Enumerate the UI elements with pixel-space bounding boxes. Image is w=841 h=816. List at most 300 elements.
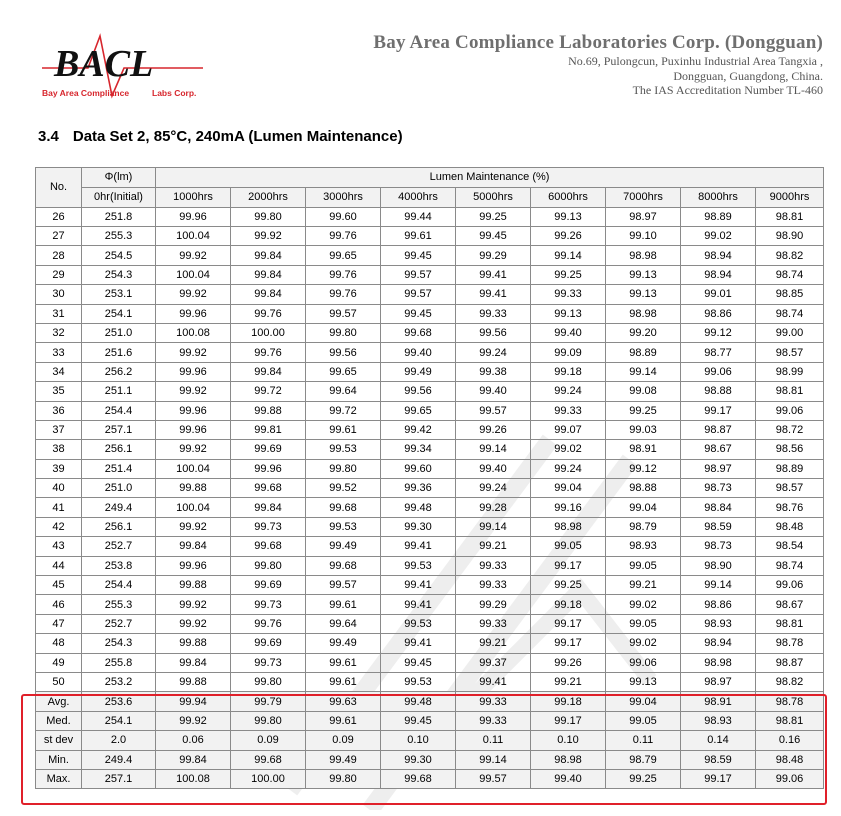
header-row-2 bbox=[36, 187, 824, 207]
summary-cell: 99.63 bbox=[306, 692, 381, 711]
maintenance-cell: 100.04 bbox=[156, 226, 231, 245]
summary-cell: 254.1 bbox=[82, 711, 156, 730]
maintenance-cell: 99.88 bbox=[231, 401, 306, 420]
maintenance-cell: 99.33 bbox=[456, 576, 531, 595]
maintenance-cell: 99.25 bbox=[531, 265, 606, 284]
maintenance-cell: 98.97 bbox=[681, 459, 756, 478]
maintenance-cell: 99.07 bbox=[531, 420, 606, 439]
maintenance-cell: 98.67 bbox=[756, 595, 824, 614]
maintenance-cell: 98.74 bbox=[756, 304, 824, 323]
summary-cell: 98.98 bbox=[531, 750, 606, 769]
maintenance-cell: 99.24 bbox=[456, 343, 531, 362]
summary-cell: 0.11 bbox=[456, 731, 531, 750]
table-row bbox=[36, 343, 824, 362]
initial-flux-cell: 254.5 bbox=[82, 246, 156, 265]
initial-flux-cell: 256.2 bbox=[82, 362, 156, 381]
maintenance-cell: 99.73 bbox=[231, 517, 306, 536]
maintenance-cell: 99.84 bbox=[231, 246, 306, 265]
row-number: 40 bbox=[36, 479, 82, 498]
maintenance-cell: 99.52 bbox=[306, 479, 381, 498]
row-number: 29 bbox=[36, 265, 82, 284]
maintenance-cell: 99.49 bbox=[306, 537, 381, 556]
maintenance-cell: 99.96 bbox=[156, 207, 231, 226]
maintenance-cell: 98.97 bbox=[606, 207, 681, 226]
maintenance-cell: 99.21 bbox=[456, 537, 531, 556]
header-row-1 bbox=[36, 168, 824, 188]
table-row bbox=[36, 285, 824, 304]
summary-cell: 99.18 bbox=[531, 692, 606, 711]
maintenance-cell: 99.61 bbox=[306, 595, 381, 614]
summary-row bbox=[36, 692, 824, 711]
maintenance-cell: 99.13 bbox=[606, 672, 681, 691]
table-row bbox=[36, 672, 824, 691]
initial-flux-cell: 251.8 bbox=[82, 207, 156, 226]
maintenance-cell: 100.08 bbox=[156, 323, 231, 342]
col-header-no: No. bbox=[36, 168, 82, 208]
maintenance-cell: 99.45 bbox=[381, 304, 456, 323]
maintenance-cell: 98.79 bbox=[606, 517, 681, 536]
maintenance-cell: 99.42 bbox=[381, 420, 456, 439]
maintenance-cell: 99.13 bbox=[606, 265, 681, 284]
summary-cell: 99.17 bbox=[531, 711, 606, 730]
table-row bbox=[36, 401, 824, 420]
table-row bbox=[36, 420, 824, 439]
maintenance-cell: 99.37 bbox=[456, 653, 531, 672]
maintenance-cell: 99.64 bbox=[306, 614, 381, 633]
row-number: 26 bbox=[36, 207, 82, 226]
maintenance-cell: 99.34 bbox=[381, 440, 456, 459]
maintenance-cell: 99.61 bbox=[306, 420, 381, 439]
maintenance-cell: 99.02 bbox=[606, 595, 681, 614]
maintenance-cell: 99.92 bbox=[156, 382, 231, 401]
maintenance-cell: 99.53 bbox=[306, 440, 381, 459]
summary-cell: 99.80 bbox=[231, 711, 306, 730]
maintenance-cell: 99.04 bbox=[606, 498, 681, 517]
maintenance-cell: 98.74 bbox=[756, 265, 824, 284]
maintenance-cell: 99.04 bbox=[531, 479, 606, 498]
maintenance-cell: 98.85 bbox=[756, 285, 824, 304]
row-number: 33 bbox=[36, 343, 82, 362]
summary-cell: 99.80 bbox=[306, 769, 381, 788]
summary-row bbox=[36, 731, 824, 750]
summary-cell: 98.91 bbox=[681, 692, 756, 711]
col-header-9000hrs: 9000hrs bbox=[756, 187, 824, 207]
logo-subtext-left: Bay Area Compliance bbox=[42, 88, 130, 98]
maintenance-cell: 99.76 bbox=[306, 226, 381, 245]
maintenance-cell: 98.73 bbox=[681, 537, 756, 556]
col-header-2000hrs: 2000hrs bbox=[231, 187, 306, 207]
summary-cell: 99.06 bbox=[756, 769, 824, 788]
maintenance-cell: 99.14 bbox=[606, 362, 681, 381]
maintenance-cell: 99.57 bbox=[381, 265, 456, 284]
maintenance-cell: 98.84 bbox=[681, 498, 756, 517]
initial-flux-cell: 249.4 bbox=[82, 498, 156, 517]
maintenance-cell: 99.92 bbox=[156, 595, 231, 614]
maintenance-cell: 98.94 bbox=[681, 265, 756, 284]
section-number: 3.4 bbox=[38, 128, 59, 145]
summary-cell: 99.79 bbox=[231, 692, 306, 711]
maintenance-cell: 99.33 bbox=[531, 285, 606, 304]
maintenance-cell: 99.92 bbox=[156, 285, 231, 304]
summary-cell: 99.49 bbox=[306, 750, 381, 769]
row-number: 36 bbox=[36, 401, 82, 420]
maintenance-cell: 98.82 bbox=[756, 246, 824, 265]
maintenance-cell: 99.30 bbox=[381, 517, 456, 536]
maintenance-cell: 99.48 bbox=[381, 498, 456, 517]
summary-cell: 99.68 bbox=[381, 769, 456, 788]
row-number: 30 bbox=[36, 285, 82, 304]
maintenance-cell: 99.21 bbox=[456, 634, 531, 653]
maintenance-cell: 98.82 bbox=[756, 672, 824, 691]
row-number: 47 bbox=[36, 614, 82, 633]
company-name: Bay Area Compliance Laboratories Corp. (Dongguan) bbox=[373, 32, 823, 53]
maintenance-cell: 99.40 bbox=[456, 382, 531, 401]
maintenance-cell: 99.69 bbox=[231, 576, 306, 595]
maintenance-cell: 99.36 bbox=[381, 479, 456, 498]
maintenance-cell: 99.41 bbox=[381, 595, 456, 614]
maintenance-cell: 98.48 bbox=[756, 517, 824, 536]
maintenance-cell: 99.68 bbox=[231, 479, 306, 498]
maintenance-cell: 98.73 bbox=[681, 479, 756, 498]
maintenance-cell: 98.90 bbox=[681, 556, 756, 575]
maintenance-cell: 99.17 bbox=[531, 634, 606, 653]
table-row bbox=[36, 614, 824, 633]
maintenance-cell: 99.12 bbox=[681, 323, 756, 342]
initial-flux-cell: 255.3 bbox=[82, 226, 156, 245]
maintenance-cell: 98.97 bbox=[681, 672, 756, 691]
maintenance-cell: 99.06 bbox=[681, 362, 756, 381]
maintenance-cell: 99.06 bbox=[756, 401, 824, 420]
maintenance-cell: 98.99 bbox=[756, 362, 824, 381]
maintenance-cell: 98.76 bbox=[756, 498, 824, 517]
maintenance-cell: 98.56 bbox=[756, 440, 824, 459]
maintenance-cell: 98.87 bbox=[681, 420, 756, 439]
table-row bbox=[36, 226, 824, 245]
col-header-8000hrs: 8000hrs bbox=[681, 187, 756, 207]
maintenance-cell: 99.45 bbox=[381, 246, 456, 265]
maintenance-cell: 99.03 bbox=[606, 420, 681, 439]
initial-flux-cell: 257.1 bbox=[82, 420, 156, 439]
maintenance-cell: 100.04 bbox=[156, 498, 231, 517]
maintenance-cell: 99.56 bbox=[306, 343, 381, 362]
summary-cell: 0.09 bbox=[231, 731, 306, 750]
maintenance-cell: 99.41 bbox=[381, 537, 456, 556]
summary-cell: 99.14 bbox=[456, 750, 531, 769]
initial-flux-cell: 255.8 bbox=[82, 653, 156, 672]
table-row bbox=[36, 207, 824, 226]
maintenance-cell: 99.06 bbox=[756, 576, 824, 595]
maintenance-cell: 99.10 bbox=[606, 226, 681, 245]
maintenance-cell: 99.05 bbox=[531, 537, 606, 556]
maintenance-cell: 99.53 bbox=[306, 517, 381, 536]
initial-flux-cell: 251.0 bbox=[82, 323, 156, 342]
table-row bbox=[36, 362, 824, 381]
maintenance-cell: 99.53 bbox=[381, 556, 456, 575]
maintenance-cell: 98.78 bbox=[756, 634, 824, 653]
maintenance-cell: 99.96 bbox=[156, 304, 231, 323]
maintenance-cell: 99.12 bbox=[606, 459, 681, 478]
initial-flux-cell: 253.8 bbox=[82, 556, 156, 575]
bacl-logo bbox=[40, 30, 205, 102]
maintenance-cell: 98.89 bbox=[756, 459, 824, 478]
maintenance-cell: 98.94 bbox=[681, 246, 756, 265]
summary-label: Avg. bbox=[36, 692, 82, 711]
maintenance-cell: 99.68 bbox=[306, 556, 381, 575]
row-number: 50 bbox=[36, 672, 82, 691]
maintenance-cell: 99.60 bbox=[306, 207, 381, 226]
initial-flux-cell: 254.4 bbox=[82, 401, 156, 420]
maintenance-cell: 98.81 bbox=[756, 382, 824, 401]
maintenance-cell: 99.65 bbox=[306, 246, 381, 265]
maintenance-cell: 99.41 bbox=[381, 634, 456, 653]
maintenance-cell: 99.88 bbox=[156, 479, 231, 498]
summary-cell: 0.06 bbox=[156, 731, 231, 750]
maintenance-cell: 99.26 bbox=[531, 226, 606, 245]
table-row bbox=[36, 595, 824, 614]
maintenance-cell: 99.65 bbox=[381, 401, 456, 420]
summary-cell: 0.10 bbox=[381, 731, 456, 750]
maintenance-cell: 99.88 bbox=[156, 672, 231, 691]
maintenance-cell: 99.25 bbox=[531, 576, 606, 595]
maintenance-cell: 99.69 bbox=[231, 440, 306, 459]
initial-flux-cell: 256.1 bbox=[82, 517, 156, 536]
maintenance-cell: 98.94 bbox=[681, 634, 756, 653]
col-header-phi: Φ(lm) bbox=[82, 168, 156, 188]
initial-flux-cell: 253.2 bbox=[82, 672, 156, 691]
initial-flux-cell: 252.7 bbox=[82, 537, 156, 556]
maintenance-cell: 99.02 bbox=[606, 634, 681, 653]
summary-label: Med. bbox=[36, 711, 82, 730]
table-row bbox=[36, 576, 824, 595]
maintenance-cell: 99.92 bbox=[156, 614, 231, 633]
maintenance-cell: 99.33 bbox=[456, 614, 531, 633]
maintenance-cell: 99.05 bbox=[606, 556, 681, 575]
table-row bbox=[36, 498, 824, 517]
section-title bbox=[38, 128, 403, 145]
maintenance-cell: 99.65 bbox=[306, 362, 381, 381]
maintenance-cell: 99.29 bbox=[456, 595, 531, 614]
maintenance-cell: 100.00 bbox=[231, 323, 306, 342]
maintenance-cell: 98.87 bbox=[756, 653, 824, 672]
summary-cell: 99.92 bbox=[156, 711, 231, 730]
maintenance-cell: 99.57 bbox=[306, 304, 381, 323]
maintenance-cell: 99.76 bbox=[231, 343, 306, 362]
company-accreditation: The IAS Accreditation Number TL-460 bbox=[632, 83, 823, 97]
maintenance-cell: 99.17 bbox=[531, 614, 606, 633]
maintenance-cell: 99.40 bbox=[456, 459, 531, 478]
maintenance-cell: 99.76 bbox=[306, 285, 381, 304]
maintenance-cell: 99.57 bbox=[306, 576, 381, 595]
maintenance-cell: 99.41 bbox=[456, 285, 531, 304]
maintenance-cell: 99.21 bbox=[606, 576, 681, 595]
maintenance-cell: 99.33 bbox=[456, 304, 531, 323]
maintenance-cell: 99.33 bbox=[531, 401, 606, 420]
col-header-3000hrs: 3000hrs bbox=[306, 187, 381, 207]
row-number: 32 bbox=[36, 323, 82, 342]
maintenance-cell: 98.91 bbox=[606, 440, 681, 459]
maintenance-cell: 98.72 bbox=[756, 420, 824, 439]
maintenance-cell: 99.76 bbox=[306, 265, 381, 284]
summary-cell: 99.40 bbox=[531, 769, 606, 788]
maintenance-cell: 99.24 bbox=[531, 382, 606, 401]
maintenance-cell: 99.18 bbox=[531, 362, 606, 381]
table-row bbox=[36, 459, 824, 478]
maintenance-cell: 99.80 bbox=[231, 672, 306, 691]
maintenance-cell: 99.17 bbox=[531, 556, 606, 575]
table-row bbox=[36, 537, 824, 556]
table-row bbox=[36, 517, 824, 536]
maintenance-cell: 99.28 bbox=[456, 498, 531, 517]
maintenance-cell: 98.81 bbox=[756, 614, 824, 633]
summary-cell: 99.17 bbox=[681, 769, 756, 788]
summary-cell: 99.04 bbox=[606, 692, 681, 711]
maintenance-cell: 99.92 bbox=[231, 226, 306, 245]
col-header-initial: 0hr(Initial) bbox=[82, 187, 156, 207]
row-number: 48 bbox=[36, 634, 82, 653]
row-number: 27 bbox=[36, 226, 82, 245]
initial-flux-cell: 254.3 bbox=[82, 634, 156, 653]
col-header-6000hrs: 6000hrs bbox=[531, 187, 606, 207]
summary-cell: 98.93 bbox=[681, 711, 756, 730]
maintenance-cell: 99.92 bbox=[156, 343, 231, 362]
initial-flux-cell: 252.7 bbox=[82, 614, 156, 633]
maintenance-cell: 99.45 bbox=[456, 226, 531, 245]
maintenance-cell: 99.88 bbox=[156, 576, 231, 595]
maintenance-cell: 99.84 bbox=[231, 362, 306, 381]
maintenance-cell: 99.69 bbox=[231, 634, 306, 653]
company-header bbox=[373, 32, 823, 98]
maintenance-cell: 99.26 bbox=[456, 420, 531, 439]
maintenance-cell: 99.24 bbox=[531, 459, 606, 478]
summary-row bbox=[36, 769, 824, 788]
row-number: 42 bbox=[36, 517, 82, 536]
initial-flux-cell: 254.1 bbox=[82, 304, 156, 323]
summary-cell: 99.30 bbox=[381, 750, 456, 769]
maintenance-cell: 99.80 bbox=[306, 323, 381, 342]
maintenance-cell: 99.41 bbox=[381, 576, 456, 595]
maintenance-cell: 99.41 bbox=[456, 672, 531, 691]
maintenance-cell: 99.76 bbox=[231, 304, 306, 323]
summary-cell: 253.6 bbox=[82, 692, 156, 711]
maintenance-cell: 99.80 bbox=[306, 459, 381, 478]
maintenance-cell: 98.54 bbox=[756, 537, 824, 556]
row-number: 35 bbox=[36, 382, 82, 401]
row-number: 38 bbox=[36, 440, 82, 459]
maintenance-cell: 98.89 bbox=[681, 207, 756, 226]
summary-cell: 100.08 bbox=[156, 769, 231, 788]
col-header-5000hrs: 5000hrs bbox=[456, 187, 531, 207]
table-row bbox=[36, 304, 824, 323]
maintenance-cell: 99.81 bbox=[231, 420, 306, 439]
summary-cell: 0.16 bbox=[756, 731, 824, 750]
row-number: 43 bbox=[36, 537, 82, 556]
maintenance-cell: 99.25 bbox=[456, 207, 531, 226]
maintenance-cell: 98.86 bbox=[681, 595, 756, 614]
maintenance-cell: 99.68 bbox=[306, 498, 381, 517]
row-number: 44 bbox=[36, 556, 82, 575]
maintenance-cell: 99.57 bbox=[381, 285, 456, 304]
maintenance-cell: 98.74 bbox=[756, 556, 824, 575]
maintenance-cell: 99.57 bbox=[456, 401, 531, 420]
row-number: 45 bbox=[36, 576, 82, 595]
summary-cell: 99.48 bbox=[381, 692, 456, 711]
maintenance-cell: 99.68 bbox=[231, 537, 306, 556]
maintenance-cell: 99.96 bbox=[156, 401, 231, 420]
maintenance-cell: 99.80 bbox=[231, 556, 306, 575]
maintenance-cell: 98.81 bbox=[756, 207, 824, 226]
summary-row bbox=[36, 750, 824, 769]
maintenance-cell: 99.64 bbox=[306, 382, 381, 401]
row-number: 46 bbox=[36, 595, 82, 614]
maintenance-cell: 99.01 bbox=[681, 285, 756, 304]
initial-flux-cell: 251.0 bbox=[82, 479, 156, 498]
summary-cell: 2.0 bbox=[82, 731, 156, 750]
table-row bbox=[36, 440, 824, 459]
summary-label: Max. bbox=[36, 769, 82, 788]
maintenance-cell: 98.59 bbox=[681, 517, 756, 536]
maintenance-cell: 99.49 bbox=[306, 634, 381, 653]
initial-flux-cell: 253.1 bbox=[82, 285, 156, 304]
maintenance-cell: 99.84 bbox=[231, 265, 306, 284]
maintenance-cell: 98.98 bbox=[606, 246, 681, 265]
summary-cell: 249.4 bbox=[82, 750, 156, 769]
maintenance-cell: 98.88 bbox=[681, 382, 756, 401]
col-header-4000hrs: 4000hrs bbox=[381, 187, 456, 207]
maintenance-cell: 98.77 bbox=[681, 343, 756, 362]
maintenance-cell: 99.33 bbox=[456, 556, 531, 575]
maintenance-cell: 99.13 bbox=[606, 285, 681, 304]
maintenance-cell: 99.29 bbox=[456, 246, 531, 265]
maintenance-cell: 99.73 bbox=[231, 595, 306, 614]
initial-flux-cell: 256.1 bbox=[82, 440, 156, 459]
table-row bbox=[36, 556, 824, 575]
col-header-7000hrs: 7000hrs bbox=[606, 187, 681, 207]
maintenance-cell: 99.00 bbox=[756, 323, 824, 342]
maintenance-cell: 99.84 bbox=[231, 498, 306, 517]
maintenance-cell: 99.84 bbox=[231, 285, 306, 304]
col-header-1000hrs: 1000hrs bbox=[156, 187, 231, 207]
maintenance-cell: 99.06 bbox=[606, 653, 681, 672]
maintenance-cell: 99.56 bbox=[456, 323, 531, 342]
summary-cell: 99.84 bbox=[156, 750, 231, 769]
maintenance-cell: 99.14 bbox=[456, 517, 531, 536]
maintenance-cell: 99.61 bbox=[381, 226, 456, 245]
logo-text: BACL bbox=[54, 43, 154, 85]
maintenance-cell: 99.92 bbox=[156, 517, 231, 536]
maintenance-cell: 99.56 bbox=[381, 382, 456, 401]
maintenance-cell: 99.80 bbox=[231, 207, 306, 226]
maintenance-cell: 98.57 bbox=[756, 343, 824, 362]
maintenance-cell: 99.24 bbox=[456, 479, 531, 498]
row-number: 37 bbox=[36, 420, 82, 439]
summary-cell: 99.25 bbox=[606, 769, 681, 788]
maintenance-cell: 99.76 bbox=[231, 614, 306, 633]
maintenance-cell: 99.40 bbox=[381, 343, 456, 362]
summary-cell: 99.33 bbox=[456, 711, 531, 730]
row-number: 31 bbox=[36, 304, 82, 323]
maintenance-cell: 98.98 bbox=[531, 517, 606, 536]
maintenance-cell: 99.14 bbox=[681, 576, 756, 595]
summary-cell: 100.00 bbox=[231, 769, 306, 788]
summary-cell: 99.61 bbox=[306, 711, 381, 730]
maintenance-cell: 98.98 bbox=[681, 653, 756, 672]
maintenance-cell: 99.49 bbox=[381, 362, 456, 381]
initial-flux-cell: 251.6 bbox=[82, 343, 156, 362]
col-header-lumen-maintenance: Lumen Maintenance (%) bbox=[156, 168, 824, 188]
maintenance-cell: 98.93 bbox=[681, 614, 756, 633]
maintenance-cell: 99.17 bbox=[681, 401, 756, 420]
table-row bbox=[36, 382, 824, 401]
